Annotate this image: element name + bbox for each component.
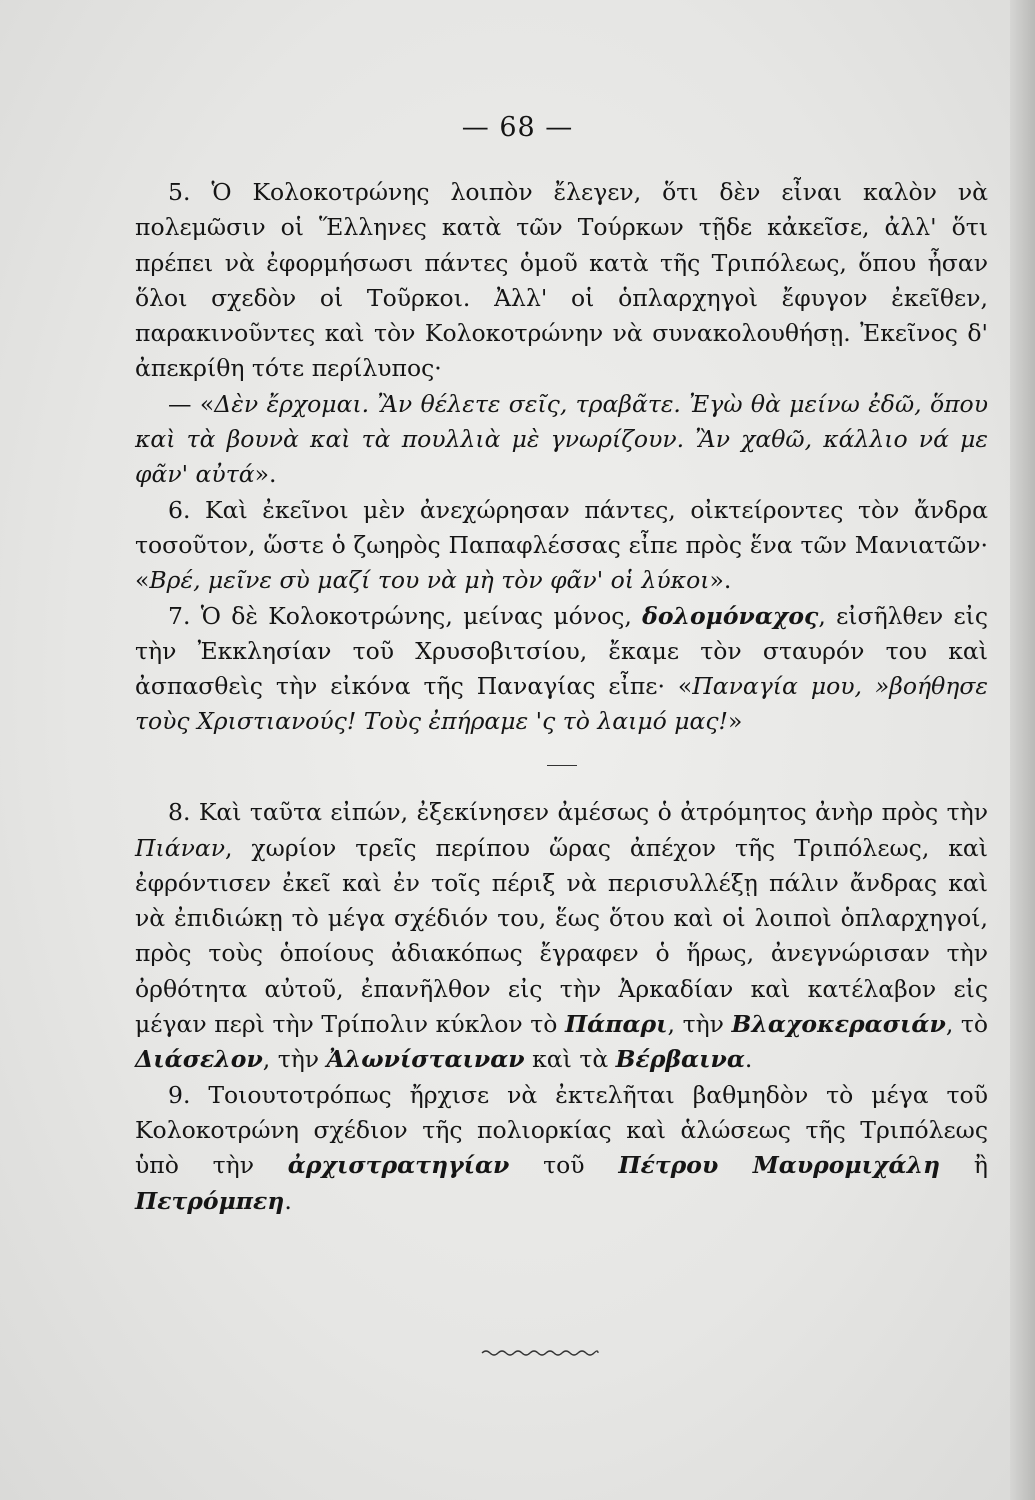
paragraph-8: [135, 795, 988, 1077]
paragraph-9-text-b: τοῦ: [509, 1151, 619, 1180]
section-separator: [547, 765, 577, 767]
paragraph-5-text: 5. Ὁ Κολοκοτρώνης λοιπὸν ἔλεγεν, ὅτι δὲν εἶναι καλὸν νὰ πολεμῶσιν οἱ Ἕλληνες κατὰ τῶν Τούρκων τῇδε κἀκεῖσε, ἀλλ' ὅτι πρέπει νὰ ἐφορμήσωσι πάντες ὁμοῦ κατὰ τῆς Τριπόλεως, ὅπου ἦσαν ὅλοι σχεδὸν οἱ Τοῦρκοι. Ἀλλ' οἱ ὁπλαρχηγοὶ ἔφυγον ἐκεῖθεν, παρακινοῦντες καὶ τὸν Κολοκοτρώνην νὰ συνακολουθήσῃ. Ἐκεῖνος δ' ἀπεκρίθη τότε περίλυπος·: [135, 178, 988, 383]
paragraph-9: [135, 1078, 988, 1219]
paragraph-6: [135, 493, 988, 599]
place-papari: Πάπαρι: [564, 1010, 668, 1039]
end-ornament: [480, 1348, 600, 1358]
person-petros-mavromichalis: Πέτρου Μαυρομιχάλη: [618, 1151, 941, 1180]
place-piana: Πιάναν: [135, 833, 226, 862]
paragraph-9-archistrategia: ἀρχιστρατηγίαν: [287, 1151, 510, 1180]
place-vervaina: Βέρβαινα: [615, 1045, 745, 1074]
paragraph-8-text-e: , τὴν: [262, 1045, 327, 1074]
paragraph-7-quote: Παναγία μου, »βοήθησε τοὺς Χριστιανούς! Τοὺς ἐπήραμε 'ς τὸ λαιμό μας!: [135, 672, 988, 736]
page-number: — 68 —: [461, 112, 574, 143]
paragraph-9-text-d: .: [284, 1186, 292, 1215]
paragraph-8-text-g: .: [744, 1045, 753, 1074]
paragraph-6-end: ».: [709, 566, 732, 595]
paragraph-6-text: 6. Καὶ ἐκεῖνοι μὲν ἀνεχώρησαν πάντες, οἰκτείροντες τὸν ἄνδρα τοσοῦτον, ὥστε ὁ ζωηρὸς Παπαφλέσσας εἶπε πρὸς ἕνα τῶν Μανιατῶν· «: [135, 495, 988, 595]
paragraph-7-end: »: [728, 707, 743, 736]
place-alonistaina: Ἀλωνίσταιναν: [326, 1045, 525, 1074]
paragraph-7-text-b: , εἰσῆλθεν εἰς τὴν Ἐκκλησίαν τοῦ Χρυσοβιτσίου, ἔκαμε τὸν σταυρόν του καὶ ἀσπασθεὶς τὴν εἰκόνα τῆς Παναγίας εἶπε· «: [135, 601, 988, 701]
quote-dash: — «: [168, 389, 215, 418]
paragraph-9-text-c: ἢ: [940, 1151, 988, 1180]
body-text: [135, 175, 988, 1219]
place-diaselon: Διάσελον: [135, 1045, 263, 1074]
person-petrobey: Πετρόμπεη: [135, 1186, 285, 1215]
paragraph-8-text-b: , χωρίον τρεῖς περίπου ὥρας ἀπέχον τῆς Τριπόλεως, καὶ ἐφρόντισεν ἐκεῖ καὶ ἐν τοῖς πέριξ νὰ περισυλλέξῃ πάλιν ἄνδρας καὶ νὰ ἐπιδιώκῃ τὸ μέγα σχέδιόν του, ἕως ὅτου καὶ οἱ λοιποὶ ὁπλαρχηγοί, πρὸς τοὺς ὁποίους ἀδιακόπως ἔγραφεν ὁ ἥρως, ἀνεγνώρισαν τὴν ὀρθότητα αὐτοῦ, ἐπανῆλθον εἰς τὴν Ἀρκαδίαν καὶ κατέλαβον εἰς μέγαν περὶ τὴν Τρίπολιν κύκλον τὸ: [135, 833, 988, 1039]
paragraph-8-text-d: , τὸ: [945, 1010, 989, 1039]
paragraph-8-text-f: καὶ τὰ: [524, 1045, 616, 1074]
quote-text: Δὲν ἔρχομαι. Ἂν θέλετε σεῖς, τραβᾶτε. Ἐγὼ θὰ μείνω ἐδῶ, ὅπου καὶ τὰ βουνὰ καὶ τὰ πουλλιὰ μὲ γνωρίζουν. Ἂν χαθῶ, κάλλιο νά με φᾶν' αὐτά: [135, 389, 988, 489]
paragraph-9-text-a: 9. Τοιουτοτρόπως ἤρχισε νὰ ἐκτελῆται βαθμηδὸν τὸ μέγα τοῦ Κολοκοτρώνη σχέδιον τῆς πολιορκίας καὶ ἁλώσεως τῆς Τριπόλεως ὑπὸ τὴν: [135, 1080, 988, 1180]
paragraph-6-quote: Βρέ, μεῖνε σὺ μαζί του νὰ μὴ τὸν φᾶν' οἱ λύκοι: [149, 566, 710, 595]
paragraph-5: [135, 175, 988, 387]
page-edge-shadow: [1010, 0, 1035, 1500]
paragraph-7-emphasis: δολομόναχος: [642, 601, 819, 630]
paragraph-7-text-a: 7. Ὁ δὲ Κολοκοτρώνης, μείνας μόνος,: [168, 601, 643, 630]
quote-end: ».: [254, 460, 277, 489]
paragraph-7: [135, 599, 988, 740]
paragraph-8-text-c: , τὴν: [667, 1010, 732, 1039]
place-vlachokerasia: Βλαχοκερασιάν: [731, 1010, 946, 1039]
paragraph-8-text-a: 8. Καὶ ταῦτα εἰπών, ἐξεκίνησεν ἀμέσως ὁ ἀτρόμητος ἀνὴρ πρὸς τὴν: [168, 798, 988, 827]
paragraph-5-quote: [135, 387, 988, 493]
